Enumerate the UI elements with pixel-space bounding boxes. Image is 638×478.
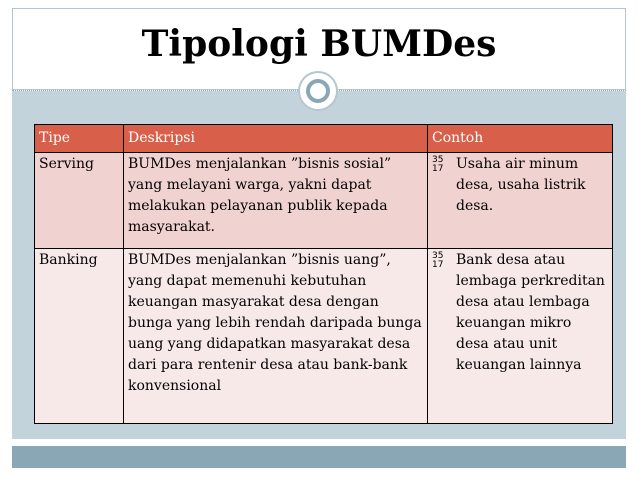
cell-deskripsi: BUMDes menjalankan ”bisnis uang”, yang dapat memenuhi kebutuhan keuangan masyarakat desa dengan bunga yang lebih rendah daripada bunga uang yang didapatkan masyarakat desa dari para rentenir desa atau bank-bank konvensional (124, 249, 428, 424)
table-header-row (35, 125, 613, 153)
slide-title: Tipologi BUMDes (141, 23, 497, 65)
example-text: Usaha air minum desa, usaha listrik desa. (456, 156, 586, 214)
table-row (35, 249, 613, 424)
example-wrap (432, 154, 608, 217)
circle-ornament-icon (298, 71, 338, 111)
cell-deskripsi: BUMDes menjalankan ”bisnis sosial” yang melayani warga, yakni dapat melakukan pelayanan publik kepada masyarakat. (124, 153, 428, 249)
header-deskripsi: Deskripsi (124, 125, 428, 153)
table-row (35, 153, 613, 249)
cell-tipe: Serving (35, 153, 124, 249)
example-marker: 35 17 (432, 251, 444, 270)
example-marker: 35 17 (432, 155, 444, 174)
typology-table (34, 124, 613, 424)
cell-contoh (428, 249, 613, 424)
header-tipe: Tipe (35, 125, 124, 153)
cell-contoh (428, 153, 613, 249)
header-contoh: Contoh (428, 125, 613, 153)
circle-ornament-inner (306, 79, 330, 103)
example-text: Bank desa atau lembaga perkreditan desa atau lembaga keuangan mikro desa atau unit keuangan lainnya (456, 252, 605, 373)
cell-tipe: Banking (35, 249, 124, 424)
footer-bar (12, 446, 626, 468)
example-wrap (432, 250, 608, 376)
